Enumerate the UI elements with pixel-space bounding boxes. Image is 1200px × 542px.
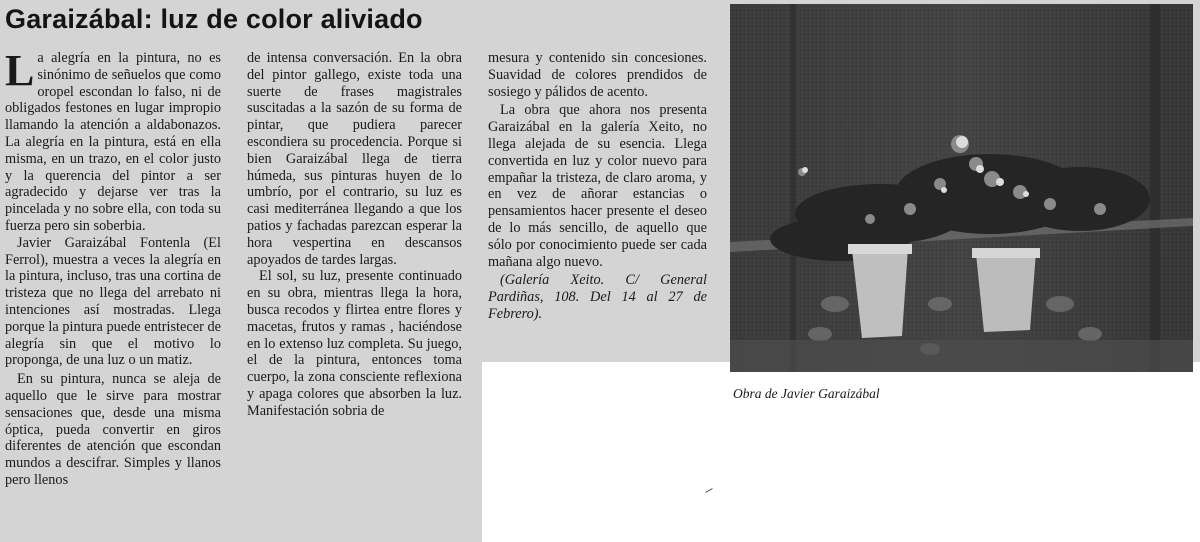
paragraph: En su pintura, nunca se aleja de aquello que le sirve para mostrar sensaciones que, desde una misma óptica, pueda convertir en giros diferentes de atención que escondan mundos a descifrar. Simples y llanos pero llenos [5,371,221,488]
gallery-credit: (Galería Xeito. C/ General Pardiñas, 108. Del 14 al 27 de Febrero). [488,272,707,322]
painting-image [730,4,1193,372]
paragraph: mesura y contenido sin concesiones. Suavidad de colores prendidos de sosiego y pálidos de acento. [488,50,707,100]
photo-caption: Obra de Javier Garaizábal [733,386,880,401]
article-column-1 [5,46,221,489]
painting-photo [730,4,1193,372]
paragraph: El sol, su luz, presente continuado en su obra, mientras llega la hora, busca recodos y flirtea entre flores y macetas, frutos y ramas , haciéndose en lo extenso luz completa. Su juego, el de la pintura, entonces toma cuerpo, la zona consciente reflexiona y apaga colores que absorben la luz. Manifestación sobria de [247,268,462,419]
article-headline: Garaizábal: luz de color aliviado [5,4,423,34]
article-column-2 [247,50,462,420]
paragraph: Javier Garaizábal Fontenla (El Ferrol), muestra a veces la alegría en la pintura, incluso, tras una cortina de tristeza que no llega del arrebato ni intenciones así mostradas. Llega porque la pintura puede entristecer de alegría sin que el motivo lo proponga, de una luz o un matiz. [5,234,221,369]
print-mark [705,488,712,493]
paragraph: La obra que ahora nos presenta Garaizábal en la galería Xeito, no llega alejada de su esencia. Llega convertida en luz y color nuevo para empañar la tristeza, de claro aroma, y en vez de añorar estancias o pensamientos hacer presente el deseo de lo más sencillo, de aquello que sólo por conocimiento puede ser cada mañana algo nuevo. [488,102,707,270]
article-column-3 [488,50,707,323]
paragraph: de intensa conversación. En la obra del pintor gallego, existe toda una suerte de frases magistrales suscitadas a la sazón de su forma de pintar, que pudiera parecer escondiera su procedencia. Porque si bien Garaizábal llega de tierra húmeda, sus pinturas huyen de lo umbrío, por el contrario, su luz es casi mediterránea llegando a que los patios y fachadas parezcan esperar la hora vespertina en descansos apoyados de tardes largas. [247,50,462,268]
newsprint-edge [232,458,482,468]
drop-cap: L [5,46,35,95]
paragraph [5,46,221,235]
paragraph-text: a alegría en la pintura, no es sinónimo de señuelos que como oropel escondan lo falso, ni de obligados festones en lugar impropio llamando la atención a aldabonazos. La alegría en la pintura, está en ella misma, en un trazo, en el color justo y la querencia del pintor a ser agradecido y dejarse ver tras la pincelada y no sobre ella, con toda su fuerza pero sin soberbia. [5,50,221,234]
